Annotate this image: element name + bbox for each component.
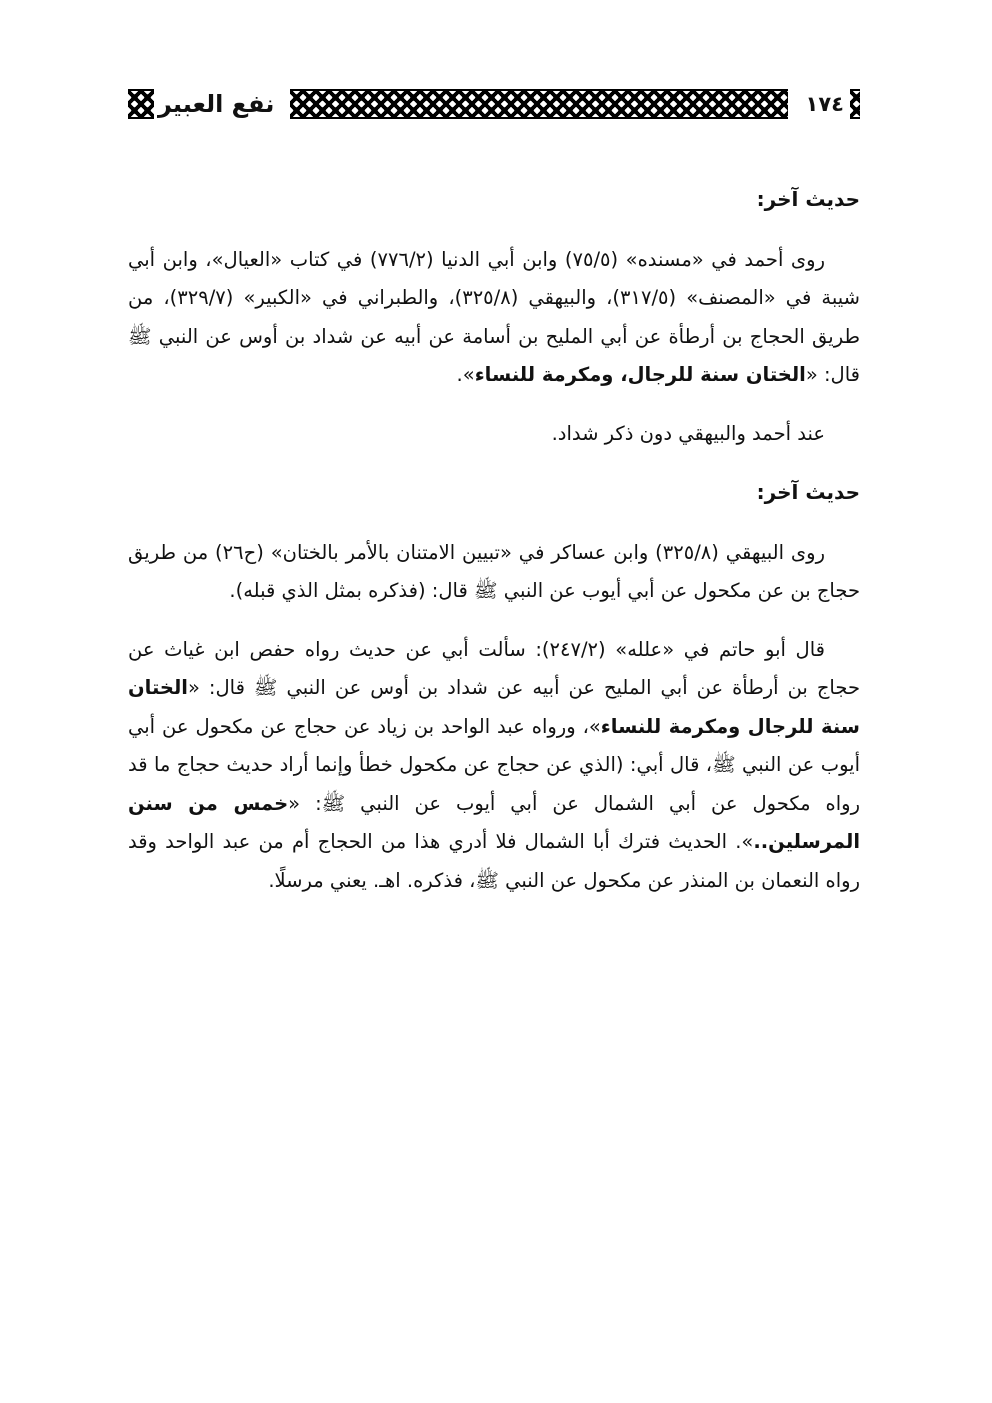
section-heading: حديث آخر: (756, 187, 860, 211)
page-header (128, 84, 860, 124)
paragraph (128, 631, 860, 901)
paragraph-text: روى أحمد في «مسنده» (٧٥/٥) وابن أبي الدنيا (٧٧٦/٢) في كتاب «العيال»، وابن أبي شيبة في «المصنف» (٣١٧/٥)، والبيهقي (٣٢٥/٨)، والطبراني في «الكبير» (٣٢٩/٧)، من طريق الحجاج بن أرطأة عن أبي المليح بن أسامة عن أبيه عن شداد بن أوس عن النبي ﷺ قال: « (128, 247, 860, 386)
paragraph-text: قال أبو حاتم في «علله» (٢٤٧/٢): سألت أبي عن حديث رواه حفص ابن غياث عن حجاج بن أرطأة عن أبي المليح عن أبيه عن شداد بن أوس عن النبي ﷺ قال: « (128, 637, 860, 699)
paragraph-text: ». (456, 363, 475, 386)
section-heading: حديث آخر: (756, 480, 860, 504)
book-title: نفع العبير (158, 90, 275, 118)
page-number: ١٧٤ (805, 92, 844, 116)
paragraph: عند أحمد والبيهقي دون ذكر شداد. (551, 421, 825, 445)
paragraph (128, 241, 860, 395)
hadith-quote: خمس من سنن المرسلين.. (128, 791, 860, 853)
paragraph-text: ». الحديث فترك أبا الشمال فلا أدري هذا من الحجاج أم من عبد الواحد وقد رواه النعمان بن المنذر عن مكحول عن النبي ﷺ، فذكره. اهـ. يعني مرسلًا. (128, 830, 860, 892)
ornament-border-right (850, 89, 860, 119)
hadith-quote: الختان سنة للرجال ومكرمة للنساء (128, 676, 860, 738)
hadith-quote: الختان سنة للرجال، ومكرمة للنساء (474, 363, 806, 386)
paragraph-text: »، ورواه عبد الواحد بن زياد عن حجاج عن مكحول عن أبي أيوب عن النبي ﷺ، قال أبي: (الذي عن حجاج عن مكحول خطأ وإنما أراد حديث حجاج ما قد رواه مكحول عن أبي الشمال عن أبي أيوب عن النبي ﷺ: « (128, 714, 860, 815)
ornament-border-center (290, 89, 787, 119)
paragraph: روى البيهقي (٣٢٥/٨) وابن عساكر في «تبيين الامتنان بالأمر بالختان» (ح٢٦) من طريق حجاج بن عن مكحول عن أبي أيوب عن النبي ﷺ قال: (فذكره بمثل الذي قبله). (128, 540, 860, 602)
ornament-border-left (128, 89, 154, 119)
page-body (128, 180, 860, 920)
